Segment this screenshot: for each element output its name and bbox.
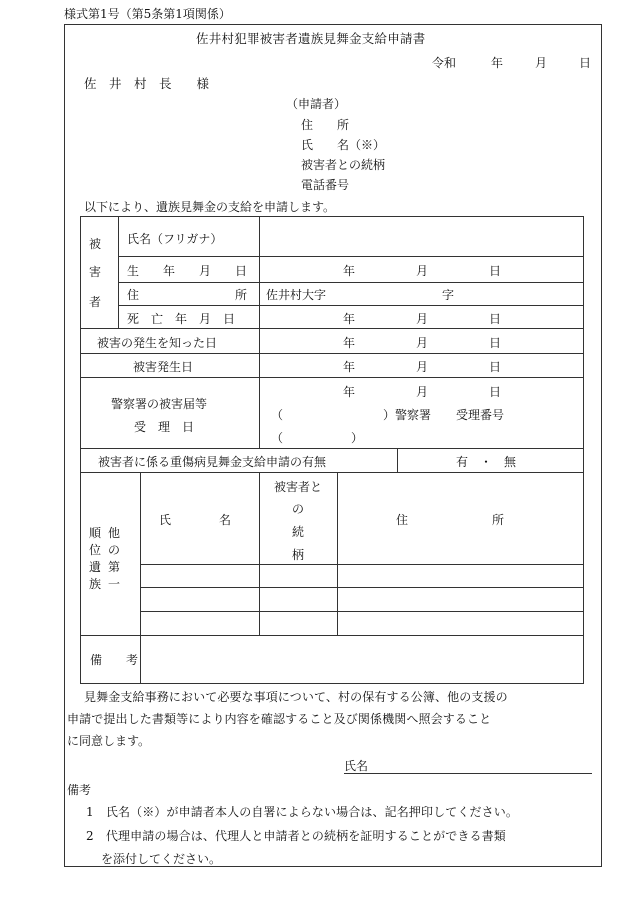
date-year: 年 <box>491 56 504 70</box>
date-day: 日 <box>579 56 592 70</box>
consent-line-3: に同意します。 <box>67 734 151 748</box>
side-col1-char-2: 位 <box>89 543 102 557</box>
birth-month-unit: 月 <box>416 264 429 278</box>
date-era: 令和 <box>432 56 457 70</box>
police-station-close: ）警察署 <box>383 408 432 422</box>
knew-date-label: 被害の発生を知った日 <box>97 336 218 350</box>
death-year-unit: 年 <box>343 312 356 326</box>
form-title: 佐井村犯罪被害者遺族見舞金支給申請書 <box>196 31 426 46</box>
applicant-address-label: 住 所 <box>301 118 350 132</box>
consent-line-1: 見舞金支給事務において必要な事項について、村の保有する公簿、他の支援の <box>84 690 508 704</box>
relation-header-line-4: 柄 <box>291 548 304 562</box>
victim-birth-label: 生 年 月 日 <box>127 264 248 278</box>
police-year-unit: 年 <box>343 385 356 399</box>
serious-injury-options: 有 ・ 無 <box>456 455 517 469</box>
victim-name-label: 氏名（フリガナ） <box>127 232 223 246</box>
police-paren-close: ） <box>351 431 364 445</box>
victim-address-label: 住 所 <box>127 288 248 302</box>
side-col2-char-1: 他 <box>108 526 121 540</box>
side-col1-char-1: 順 <box>89 526 102 540</box>
victim-death-label: 死 亡 年 月 日 <box>127 312 236 326</box>
police-month-unit: 月 <box>416 385 429 399</box>
occurred-date-label: 被害発生日 <box>133 360 194 374</box>
victim-side-char-1: 被 <box>89 237 102 251</box>
applicant-heading: （申請者） <box>286 97 347 111</box>
notes-heading: 備考 <box>67 783 92 797</box>
police-day-unit: 日 <box>489 385 502 399</box>
police-station-open: （ <box>271 408 284 422</box>
birth-year-unit: 年 <box>343 264 356 278</box>
knew-day-unit: 日 <box>489 336 502 350</box>
date-month: 月 <box>535 56 548 70</box>
note-item-1: 1 氏名（※）が申請者本人の自署によらない場合は、記名押印してください。 <box>86 805 518 819</box>
applicant-phone-label: 電話番号 <box>301 178 350 192</box>
victim-address-prefix: 佐井村大字 <box>266 288 327 302</box>
knew-year-unit: 年 <box>343 336 356 350</box>
police-label-1: 警察署の被害届等 <box>111 397 208 411</box>
knew-month-unit: 月 <box>416 336 429 350</box>
birth-day-unit: 日 <box>489 264 502 278</box>
police-label-2: 受 理 日 <box>134 420 195 434</box>
police-paren-open: （ <box>271 431 284 445</box>
side-col2-char-3: 第 <box>108 560 121 574</box>
victim-side-char-2: 害 <box>89 265 102 279</box>
occurred-day-unit: 日 <box>489 360 502 374</box>
relation-header-line-3: 続 <box>291 525 304 539</box>
family-address-header: 住 所 <box>396 513 505 527</box>
victim-side-char-3: 者 <box>89 295 102 309</box>
applicant-relation-label: 被害者との続柄 <box>301 158 386 172</box>
occurred-month-unit: 月 <box>416 360 429 374</box>
victim-address-suffix: 字 <box>442 288 455 302</box>
form-number: 様式第1号（第5条第1項関係） <box>64 7 231 21</box>
side-col1-char-3: 遺 <box>89 560 102 574</box>
relation-header-line-1: 被害者と <box>273 480 322 494</box>
death-month-unit: 月 <box>416 312 429 326</box>
note-item-2-line-1: 2 代理申請の場合は、代理人と申請者との続柄を証明することができる書類 <box>86 829 506 843</box>
serious-injury-label: 被害者に係る重傷病見舞金支給申請の有無 <box>98 455 327 469</box>
remarks-label: 備 考 <box>90 653 139 667</box>
side-col2-char-2: の <box>108 543 121 557</box>
side-col2-char-4: 一 <box>108 577 121 591</box>
applicant-name-label: 氏 名（※） <box>301 138 386 152</box>
police-receipt-number-label: 受理番号 <box>456 408 505 422</box>
death-day-unit: 日 <box>489 312 502 326</box>
side-col1-char-4: 族 <box>89 577 102 591</box>
signature-label: 氏名 <box>344 759 369 773</box>
addressee: 佐 井 村 長 様 <box>84 76 210 91</box>
family-name-header: 氏 名 <box>159 513 232 527</box>
note-item-2-line-2: を添付してください。 <box>101 852 222 866</box>
signature-line <box>344 773 592 774</box>
relation-header-line-2: の <box>291 502 304 516</box>
occurred-year-unit: 年 <box>343 360 356 374</box>
intro-text: 以下により、遺族見舞金の支給を申請します。 <box>84 200 336 214</box>
consent-line-2: 申請で提出した書類等により内容を確認すること及び関係機関へ照会すること <box>67 712 492 726</box>
